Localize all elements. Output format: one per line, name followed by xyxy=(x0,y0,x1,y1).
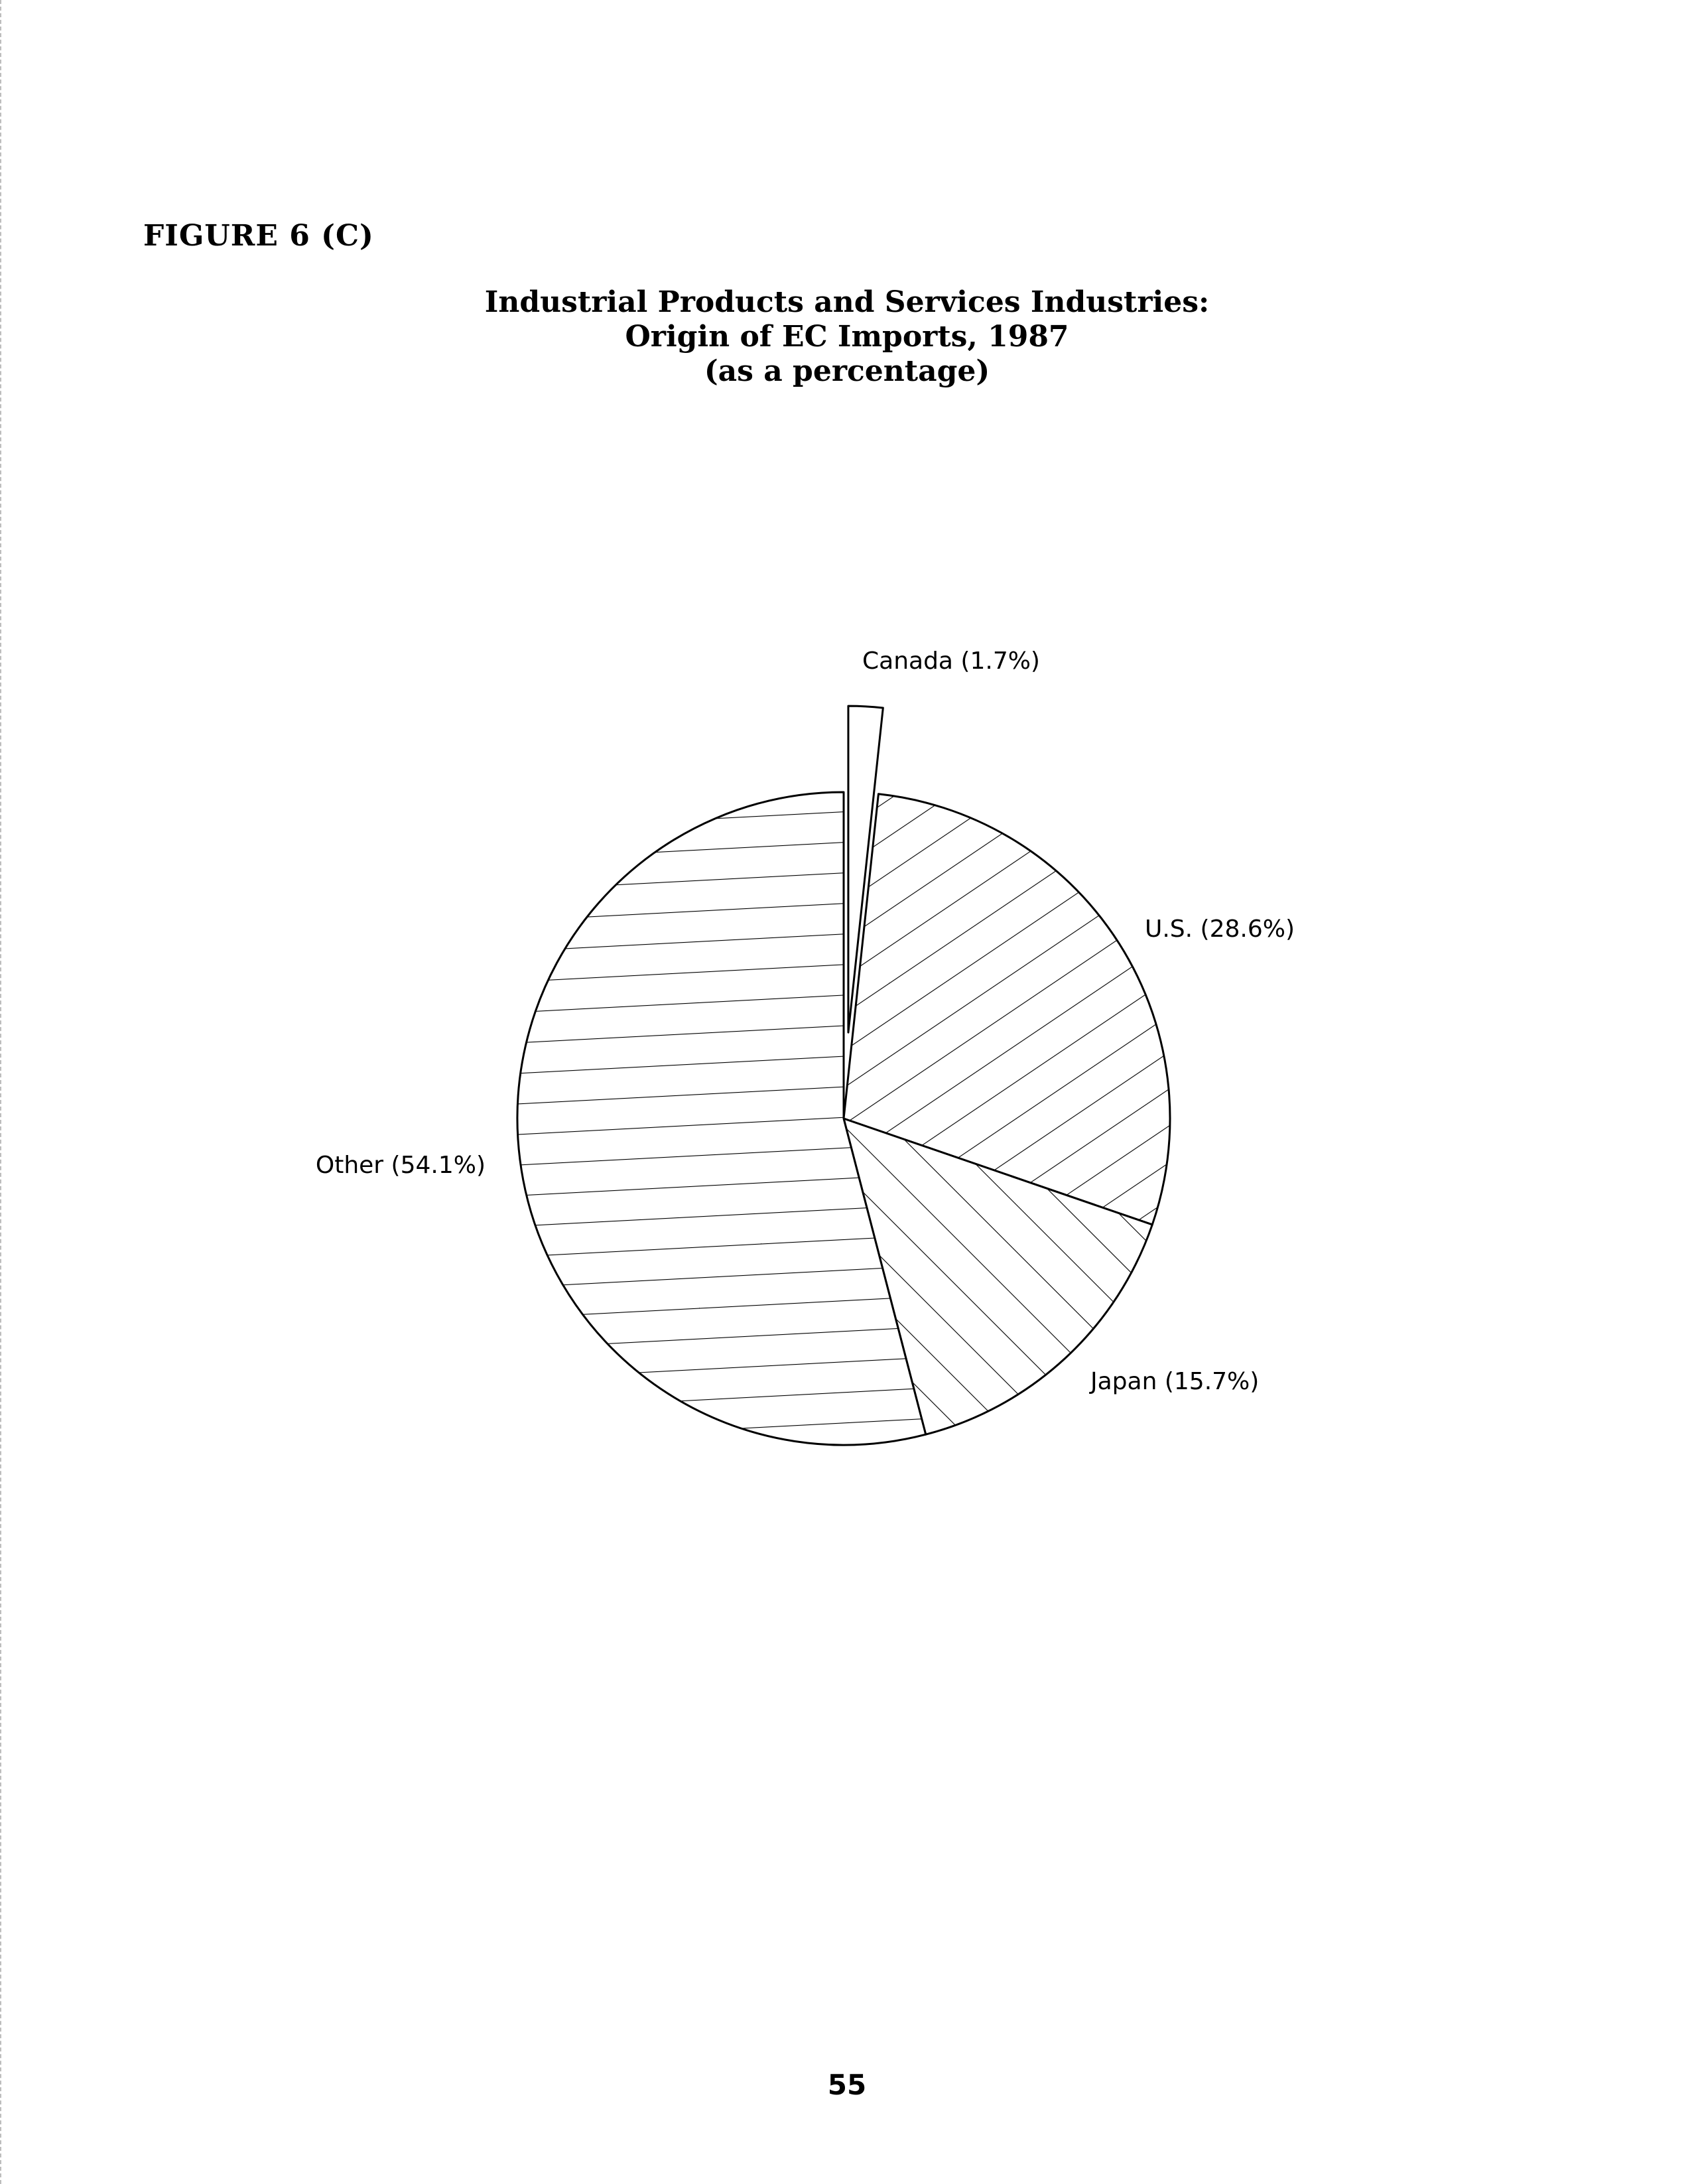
slice-label-us: U.S. (28.6%) xyxy=(1145,916,1295,943)
figure-label: FIGURE 6 (C) xyxy=(143,219,374,253)
chart-title: Industrial Products and Services Industries: xyxy=(484,285,1210,319)
page-number: 55 xyxy=(827,2069,867,2101)
slices-layer xyxy=(517,706,1170,1445)
chart-subtitle-line-2: (as a percentage) xyxy=(704,354,990,388)
slice-label-other: Other (54.1%) xyxy=(315,1152,486,1179)
slice-label-canada: Canada (1.7%) xyxy=(862,648,1040,675)
chart-subtitle-line-1: Origin of EC Imports, 1987 xyxy=(625,320,1069,354)
slice-label-japan: Japan (15.7%) xyxy=(1090,1368,1260,1395)
